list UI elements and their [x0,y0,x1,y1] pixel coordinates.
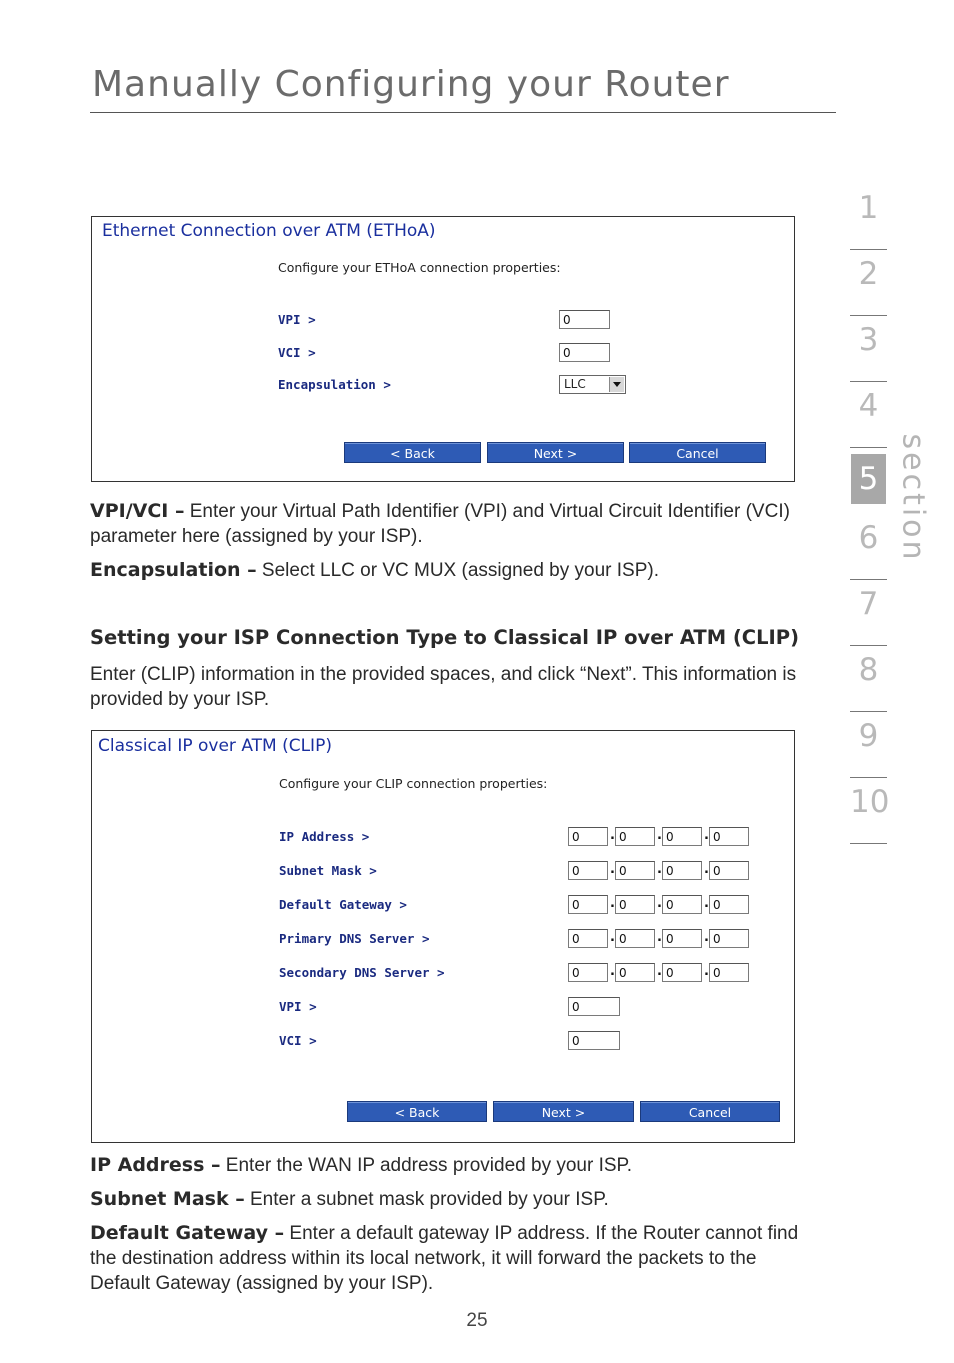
section-number: 4 [858,388,879,424]
octet-separator: . [610,862,615,877]
octet-separator: . [704,896,709,911]
ip-octet-4[interactable]: 0 [709,827,749,846]
section-nav-item-9[interactable] [850,712,887,778]
mask-octet-1[interactable]: 0 [568,861,608,880]
default-gateway-label: Default Gateway > [279,897,407,912]
gateway-octet-1[interactable]: 0 [568,895,608,914]
gateway-octet-2[interactable]: 0 [615,895,655,914]
ip-octet-3[interactable]: 0 [662,827,702,846]
vci-label: VCI > [278,345,316,360]
ethoa-panel-intro: Configure your ETHoA connection properties: [278,260,561,275]
section-number: 3 [858,322,879,358]
vpivci-term: VPI/VCI – [90,500,185,522]
dns2-octet-1[interactable]: 0 [568,963,608,982]
clip-heading: Setting your ISP Connection Type to Classical IP over ATM (CLIP) [90,626,800,649]
chevron-down-icon[interactable] [609,377,624,392]
ip-octet-1[interactable]: 0 [568,827,608,846]
dns2-octet-2[interactable]: 0 [615,963,655,982]
clip-panel [91,730,795,1143]
octet-separator: . [704,862,709,877]
vpivci-description [90,499,800,549]
section-nav [850,184,890,844]
page-title: Manually Configuring your Router [92,64,730,105]
section-number: 10 [850,784,890,820]
octet-separator: . [610,828,615,843]
encapsulation-description [90,558,800,583]
default-gateway-description [90,1221,800,1296]
ip-octet-2[interactable]: 0 [615,827,655,846]
gateway-octet-4[interactable]: 0 [709,895,749,914]
vpi-input[interactable]: 0 [559,310,610,329]
section-nav-item-7[interactable] [850,580,887,646]
octet-separator: . [704,828,709,843]
primary-dns-label: Primary DNS Server > [279,931,430,946]
mask-desc: Enter a subnet mask provided by your ISP. [244,1189,609,1210]
clip-vci-input[interactable]: 0 [568,1031,620,1050]
octet-separator: . [657,862,662,877]
section-number: 2 [858,256,879,292]
mask-octet-2[interactable]: 0 [615,861,655,880]
section-nav-item-4[interactable] [850,382,887,448]
vpivci-desc: Enter your Virtual Path Identifier (VPI) and Virtual Circuit Identifier (VCI) parameter here (assigned by your ISP). [90,501,790,547]
section-nav-item-2[interactable] [850,250,887,316]
section-nav-item-10[interactable] [850,778,890,844]
octet-separator: . [657,930,662,945]
dns2-octet-3[interactable]: 0 [662,963,702,982]
clip-intro: Enter (CLIP) information in the provided spaces, and click “Next”. This information is provided by your ISP. [90,664,797,710]
gateway-octet-3[interactable]: 0 [662,895,702,914]
octet-separator: . [610,896,615,911]
back-button[interactable]: < Back [347,1101,487,1122]
section-nav-item-1[interactable] [850,184,887,250]
section-divider [850,843,887,844]
ip-term: IP Address – [90,1154,221,1176]
octet-separator: . [610,964,615,979]
ethoa-panel-title: Ethernet Connection over ATM (ETHoA) [102,221,436,241]
mask-term: Subnet Mask – [90,1188,245,1210]
dns1-octet-4[interactable]: 0 [709,929,749,948]
dns1-octet-2[interactable]: 0 [615,929,655,948]
octet-separator: . [657,828,662,843]
secondary-dns-label: Secondary DNS Server > [279,965,445,980]
vci-input[interactable]: 0 [559,343,610,362]
title-divider [90,112,836,113]
clip-vci-label: VCI > [279,1033,317,1048]
encap-term: Encapsulation – [90,559,257,581]
mask-octet-4[interactable]: 0 [709,861,749,880]
section-number: 7 [858,586,879,622]
back-button[interactable]: < Back [344,442,481,463]
encap-desc: Select LLC or VC MUX (assigned by your ISP). [256,560,659,581]
mask-octet-3[interactable]: 0 [662,861,702,880]
clip-vpi-label: VPI > [279,999,317,1014]
section-number-active: 5 [851,454,886,504]
next-button[interactable]: Next > [493,1101,634,1122]
vpi-label: VPI > [278,312,316,327]
section-nav-item-5-active[interactable] [850,448,887,514]
cancel-button[interactable]: Cancel [640,1101,780,1122]
section-number: 8 [858,652,879,688]
encapsulation-select[interactable] [559,375,626,394]
octet-separator: . [657,896,662,911]
ip-address-label: IP Address > [279,829,370,844]
ip-address-description [90,1153,800,1178]
clip-panel-title: Classical IP over ATM (CLIP) [98,736,332,756]
section-number: 6 [858,520,879,556]
section-nav-item-3[interactable] [850,316,887,382]
cancel-button[interactable]: Cancel [629,442,766,463]
section-number: 9 [858,718,879,754]
ip-desc: Enter the WAN IP address provided by your ISP. [220,1155,633,1176]
encapsulation-label: Encapsulation > [278,377,391,392]
octet-separator: . [657,964,662,979]
section-number: 1 [858,190,879,226]
ethoa-panel [91,216,795,482]
dns1-octet-1[interactable]: 0 [568,929,608,948]
octet-separator: . [704,964,709,979]
section-nav-item-6[interactable] [850,514,887,580]
page-number: 25 [466,1310,488,1331]
section-label-text: section [895,433,931,563]
section-label [893,433,933,563]
encapsulation-value: LLC [564,377,586,391]
dns2-octet-4[interactable]: 0 [709,963,749,982]
gw-desc: Enter a default gateway IP address. If the Router cannot find the destination address within its local network, it will forward the packets to the Default Gateway (assigned by your ISP). [90,1223,799,1294]
next-button[interactable]: Next > [487,442,624,463]
octet-separator: . [610,930,615,945]
subnet-mask-label: Subnet Mask > [279,863,377,878]
clip-vpi-input[interactable]: 0 [568,997,620,1016]
section-nav-item-8[interactable] [850,646,887,712]
clip-panel-intro: Configure your CLIP connection properties: [279,776,548,791]
gw-term: Default Gateway – [90,1222,285,1244]
octet-separator: . [704,930,709,945]
dns1-octet-3[interactable]: 0 [662,929,702,948]
subnet-mask-description [90,1187,800,1212]
